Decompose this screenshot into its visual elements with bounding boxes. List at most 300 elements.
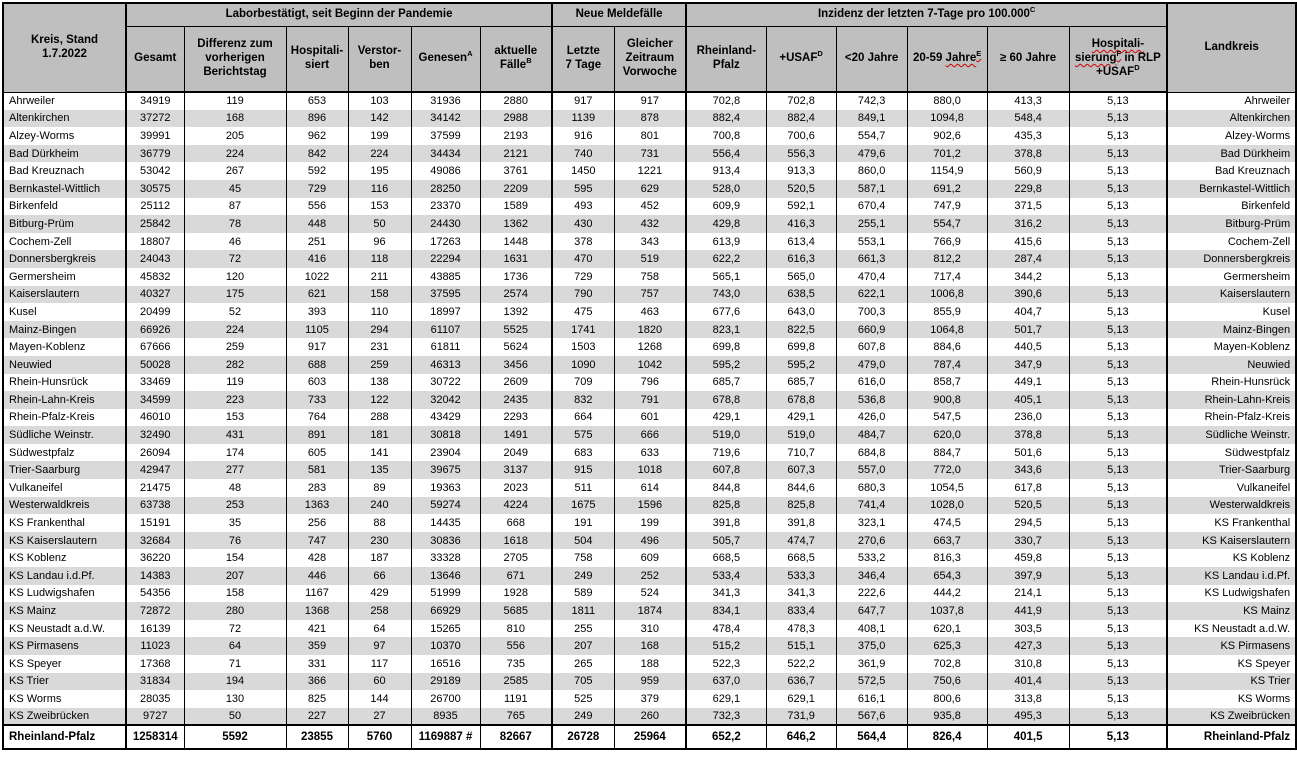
- data-cell: 205: [184, 127, 286, 145]
- data-cell: 118: [348, 250, 411, 268]
- data-cell: 168: [614, 637, 686, 655]
- data-cell: 519,0: [686, 426, 766, 444]
- data-cell: 2609: [480, 374, 552, 392]
- data-cell: 26094: [126, 444, 184, 462]
- data-cell: 520,5: [987, 497, 1069, 515]
- data-cell: 1154,9: [907, 162, 987, 180]
- data-cell: 622,2: [686, 250, 766, 268]
- data-cell: 475: [552, 303, 614, 321]
- data-cell: 496: [614, 532, 686, 550]
- data-cell: 823,1: [686, 321, 766, 339]
- header-group-row: [3, 3, 1296, 26]
- data-cell: 1392: [480, 303, 552, 321]
- data-cell: 587,1: [836, 180, 907, 198]
- data-cell: 416: [286, 250, 348, 268]
- data-cell: 533,4: [686, 567, 766, 585]
- data-cell: 249: [552, 567, 614, 585]
- table-row: [3, 374, 1296, 392]
- data-cell: 25964: [614, 725, 686, 749]
- row-label-landkreis: KS Kaiserslautern: [1167, 532, 1296, 550]
- data-cell: 826,4: [907, 725, 987, 749]
- data-cell: 505,7: [686, 532, 766, 550]
- row-label-landkreis: KS Trier: [1167, 673, 1296, 691]
- row-label-landkreis: KS Zweibrücken: [1167, 708, 1296, 726]
- data-cell: 191: [552, 514, 614, 532]
- data-cell: 259: [348, 356, 411, 374]
- data-cell: 731: [614, 145, 686, 163]
- data-cell: 88: [348, 514, 411, 532]
- data-cell: 884,6: [907, 338, 987, 356]
- data-cell: 2988: [480, 110, 552, 128]
- data-cell: 231: [348, 338, 411, 356]
- data-cell: 310: [614, 620, 686, 638]
- data-cell: 1450: [552, 162, 614, 180]
- data-cell: 259: [184, 338, 286, 356]
- table-row: [3, 620, 1296, 638]
- data-cell: 48: [184, 479, 286, 497]
- data-cell: 647,7: [836, 602, 907, 620]
- data-cell: 63738: [126, 497, 184, 515]
- data-cell: 64: [184, 637, 286, 655]
- data-cell: 652,2: [686, 725, 766, 749]
- data-cell: 636,7: [766, 673, 836, 691]
- data-cell: 361,9: [836, 655, 907, 673]
- table-row: [3, 356, 1296, 374]
- table-row: [3, 602, 1296, 620]
- data-cell: 666: [614, 426, 686, 444]
- data-cell: 19363: [411, 479, 480, 497]
- data-cell: 629,1: [686, 690, 766, 708]
- data-cell: 2121: [480, 145, 552, 163]
- data-cell: 87: [184, 198, 286, 216]
- data-cell: 15191: [126, 514, 184, 532]
- data-cell: 426,0: [836, 409, 907, 427]
- data-cell: 54356: [126, 585, 184, 603]
- data-cell: 1268: [614, 338, 686, 356]
- data-cell: 66: [348, 567, 411, 585]
- data-cell: 678,8: [766, 391, 836, 409]
- data-cell: 1054,5: [907, 479, 987, 497]
- data-cell: 11023: [126, 637, 184, 655]
- data-cell: 310,8: [987, 655, 1069, 673]
- data-cell: 366: [286, 673, 348, 691]
- row-label-kreis: Cochem-Zell: [3, 233, 126, 251]
- table-row: [3, 162, 1296, 180]
- data-cell: 880,0: [907, 92, 987, 110]
- data-cell: 700,3: [836, 303, 907, 321]
- data-cell: 660,9: [836, 321, 907, 339]
- row-label-kreis: Kusel: [3, 303, 126, 321]
- data-cell: 589: [552, 585, 614, 603]
- table-row: [3, 303, 1296, 321]
- data-cell: 2293: [480, 409, 552, 427]
- data-cell: 474,7: [766, 532, 836, 550]
- data-cell: 224: [348, 145, 411, 163]
- data-cell: 430: [552, 215, 614, 233]
- data-cell: 915: [552, 461, 614, 479]
- data-cell: 59274: [411, 497, 480, 515]
- data-cell: 5,13: [1069, 92, 1167, 110]
- data-cell: 470: [552, 250, 614, 268]
- row-label-kreis: Neuwied: [3, 356, 126, 374]
- data-cell: 3761: [480, 162, 552, 180]
- data-cell: 825,8: [766, 497, 836, 515]
- data-cell: 2023: [480, 479, 552, 497]
- data-cell: 459,8: [987, 549, 1069, 567]
- row-label-kreis: KS Trier: [3, 673, 126, 691]
- data-cell: 917: [286, 338, 348, 356]
- data-cell: 743,0: [686, 286, 766, 304]
- data-cell: 408,1: [836, 620, 907, 638]
- data-cell: 625,3: [907, 637, 987, 655]
- data-cell: 765: [480, 708, 552, 726]
- data-cell: 435,3: [987, 127, 1069, 145]
- data-cell: 60: [348, 673, 411, 691]
- data-cell: 194: [184, 673, 286, 691]
- data-cell: 533,2: [836, 549, 907, 567]
- data-cell: 501,7: [987, 321, 1069, 339]
- data-cell: 421: [286, 620, 348, 638]
- table-row: [3, 479, 1296, 497]
- data-cell: 5,13: [1069, 690, 1167, 708]
- data-cell: 556: [286, 198, 348, 216]
- row-label-kreis: Mayen-Koblenz: [3, 338, 126, 356]
- table-row: [3, 637, 1296, 655]
- data-cell: 633: [614, 444, 686, 462]
- data-cell: 1090: [552, 356, 614, 374]
- data-cell: 1221: [614, 162, 686, 180]
- data-cell: 825,8: [686, 497, 766, 515]
- data-cell: 699,8: [766, 338, 836, 356]
- data-cell: 195: [348, 162, 411, 180]
- data-cell: 46: [184, 233, 286, 251]
- data-cell: 766,9: [907, 233, 987, 251]
- data-cell: 18807: [126, 233, 184, 251]
- data-cell: 685,7: [686, 374, 766, 392]
- data-cell: 5,13: [1069, 602, 1167, 620]
- data-cell: 528,0: [686, 180, 766, 198]
- data-cell: 653: [286, 92, 348, 110]
- data-cell: 251: [286, 233, 348, 251]
- table-row: [3, 409, 1296, 427]
- data-cell: 5,13: [1069, 338, 1167, 356]
- data-cell: 663,7: [907, 532, 987, 550]
- data-cell: 896: [286, 110, 348, 128]
- data-cell: 393: [286, 303, 348, 321]
- table-row: [3, 532, 1296, 550]
- data-cell: 520,5: [766, 180, 836, 198]
- data-cell: 661,3: [836, 250, 907, 268]
- data-cell: 14383: [126, 567, 184, 585]
- data-cell: 700,6: [766, 127, 836, 145]
- table-row: [3, 92, 1296, 110]
- data-cell: 78: [184, 215, 286, 233]
- data-cell: 17368: [126, 655, 184, 673]
- row-label-kreis: Trier-Saarburg: [3, 461, 126, 479]
- row-label-landkreis: KS Speyer: [1167, 655, 1296, 673]
- data-cell: 43429: [411, 409, 480, 427]
- data-cell: 401,5: [987, 725, 1069, 749]
- data-cell: 16516: [411, 655, 480, 673]
- data-cell: 548,4: [987, 110, 1069, 128]
- data-cell: 45: [184, 180, 286, 198]
- data-cell: 595,2: [686, 356, 766, 374]
- data-cell: 1167: [286, 585, 348, 603]
- data-cell: 34434: [411, 145, 480, 163]
- data-cell: 316,2: [987, 215, 1069, 233]
- data-cell: 691,2: [907, 180, 987, 198]
- data-cell: 825: [286, 690, 348, 708]
- table-body: [3, 92, 1296, 725]
- data-cell: 5,13: [1069, 198, 1167, 216]
- column-header-gesamt: Gesamt: [126, 26, 184, 92]
- data-cell: 519,0: [766, 426, 836, 444]
- data-cell: 199: [348, 127, 411, 145]
- data-cell: 1820: [614, 321, 686, 339]
- data-cell: 16139: [126, 620, 184, 638]
- data-cell: 882,4: [766, 110, 836, 128]
- row-label-landkreis: Rhein-Lahn-Kreis: [1167, 391, 1296, 409]
- table-row: [3, 690, 1296, 708]
- data-cell: 478,4: [686, 620, 766, 638]
- data-cell: 5,13: [1069, 409, 1167, 427]
- data-cell: 452: [614, 198, 686, 216]
- data-cell: 52: [184, 303, 286, 321]
- data-cell: 61811: [411, 338, 480, 356]
- data-cell: 735: [480, 655, 552, 673]
- data-cell: 688: [286, 356, 348, 374]
- data-cell: 5,13: [1069, 655, 1167, 673]
- table-row: [3, 673, 1296, 691]
- data-cell: 629: [614, 180, 686, 198]
- table-row: [3, 585, 1296, 603]
- data-cell: 1094,8: [907, 110, 987, 128]
- data-cell: 5,13: [1069, 321, 1167, 339]
- data-cell: 5624: [480, 338, 552, 356]
- data-cell: 616,0: [836, 374, 907, 392]
- data-cell: 23904: [411, 444, 480, 462]
- data-cell: 441,9: [987, 602, 1069, 620]
- data-cell: 557,0: [836, 461, 907, 479]
- data-cell: 860,0: [836, 162, 907, 180]
- data-cell: 181: [348, 426, 411, 444]
- data-cell: 313,8: [987, 690, 1069, 708]
- data-cell: 227: [286, 708, 348, 726]
- data-cell: 214,1: [987, 585, 1069, 603]
- data-cell: 37272: [126, 110, 184, 128]
- table-row: [3, 127, 1296, 145]
- data-cell: 5,13: [1069, 725, 1167, 749]
- data-cell: 138: [348, 374, 411, 392]
- data-cell: 622,1: [836, 286, 907, 304]
- data-cell: 2574: [480, 286, 552, 304]
- data-cell: 260: [614, 708, 686, 726]
- data-cell: 916: [552, 127, 614, 145]
- data-cell: 900,8: [907, 391, 987, 409]
- data-cell: 484,7: [836, 426, 907, 444]
- group-header-neue-meldefaelle: Neue Meldefälle: [552, 3, 686, 26]
- row-label-kreis: Donnersbergkreis: [3, 250, 126, 268]
- row-label-landkreis: KS Koblenz: [1167, 549, 1296, 567]
- data-cell: 341,3: [686, 585, 766, 603]
- data-cell: 1169887 #: [411, 725, 480, 749]
- data-cell: 5,13: [1069, 461, 1167, 479]
- row-label-landkreis: Alzey-Worms: [1167, 127, 1296, 145]
- data-cell: 32042: [411, 391, 480, 409]
- data-cell: 5,13: [1069, 180, 1167, 198]
- data-cell: 701,2: [907, 145, 987, 163]
- data-cell: 36220: [126, 549, 184, 567]
- data-cell: 1258314: [126, 725, 184, 749]
- data-cell: 493: [552, 198, 614, 216]
- data-cell: 174: [184, 444, 286, 462]
- data-cell: 5,13: [1069, 497, 1167, 515]
- row-label-landkreis: Kaiserslautern: [1167, 286, 1296, 304]
- data-cell: 822,5: [766, 321, 836, 339]
- data-cell: 1631: [480, 250, 552, 268]
- data-cell: 609,9: [686, 198, 766, 216]
- data-cell: 236,0: [987, 409, 1069, 427]
- data-cell: 664: [552, 409, 614, 427]
- data-cell: 790: [552, 286, 614, 304]
- data-cell: 37599: [411, 127, 480, 145]
- data-cell: 5,13: [1069, 374, 1167, 392]
- data-cell: 902,6: [907, 127, 987, 145]
- column-header-vorwoche: Gleicher Zeitraum Vorwoche: [614, 26, 686, 92]
- row-label-landkreis: Rheinland-Pfalz: [1167, 725, 1296, 749]
- row-label-kreis: KS Frankenthal: [3, 514, 126, 532]
- row-label-landkreis: Kusel: [1167, 303, 1296, 321]
- row-label-landkreis: Vulkaneifel: [1167, 479, 1296, 497]
- data-cell: 9727: [126, 708, 184, 726]
- column-header-verstorben: Verstor- ben: [348, 26, 411, 92]
- data-cell: 258: [348, 602, 411, 620]
- data-cell: 504: [552, 532, 614, 550]
- data-cell: 2705: [480, 549, 552, 567]
- row-label-landkreis: Bad Kreuznach: [1167, 162, 1296, 180]
- column-header-usaf: $+USAF^D$: [766, 26, 836, 92]
- data-cell: 705: [552, 673, 614, 691]
- data-cell: 810: [480, 620, 552, 638]
- column-header-aktuelle-faelle: aktuelle Fälle$^B$: [480, 26, 552, 92]
- data-cell: 119: [184, 92, 286, 110]
- data-cell: 816,3: [907, 549, 987, 567]
- data-cell: 595,2: [766, 356, 836, 374]
- row-label-landkreis: Ahrweiler: [1167, 92, 1296, 110]
- data-cell: 141: [348, 444, 411, 462]
- data-cell: 575: [552, 426, 614, 444]
- data-cell: 935,8: [907, 708, 987, 726]
- data-cell: 5,13: [1069, 250, 1167, 268]
- row-label-kreis: KS Koblenz: [3, 549, 126, 567]
- column-header-20-59-jahre: 20-59 Jahre$^E$: [907, 26, 987, 92]
- data-cell: 553,1: [836, 233, 907, 251]
- data-cell: 13646: [411, 567, 480, 585]
- data-cell: 742,3: [836, 92, 907, 110]
- data-cell: 211: [348, 268, 411, 286]
- data-cell: 72: [184, 250, 286, 268]
- data-cell: 959: [614, 673, 686, 691]
- data-cell: 158: [184, 585, 286, 603]
- data-cell: 119: [184, 374, 286, 392]
- data-cell: 1363: [286, 497, 348, 515]
- row-label-landkreis: KS Landau i.d.Pf.: [1167, 567, 1296, 585]
- data-cell: 35: [184, 514, 286, 532]
- data-cell: 29189: [411, 673, 480, 691]
- table-row: [3, 198, 1296, 216]
- data-cell: 2209: [480, 180, 552, 198]
- data-cell: 154: [184, 549, 286, 567]
- data-cell: 446: [286, 567, 348, 585]
- row-label-landkreis: Bernkastel-Wittlich: [1167, 180, 1296, 198]
- data-cell: 617,8: [987, 479, 1069, 497]
- data-cell: 5,13: [1069, 145, 1167, 163]
- row-label-landkreis: Rhein-Pfalz-Kreis: [1167, 409, 1296, 427]
- data-cell: 801: [614, 127, 686, 145]
- data-cell: 684,8: [836, 444, 907, 462]
- data-cell: 1596: [614, 497, 686, 515]
- data-cell: 592: [286, 162, 348, 180]
- data-cell: 616,1: [836, 690, 907, 708]
- data-cell: 427,3: [987, 637, 1069, 655]
- data-cell: 565,0: [766, 268, 836, 286]
- data-cell: 30575: [126, 180, 184, 198]
- data-cell: 747,9: [907, 198, 987, 216]
- data-cell: 1042: [614, 356, 686, 374]
- data-cell: 45832: [126, 268, 184, 286]
- data-cell: 5,13: [1069, 162, 1167, 180]
- data-cell: 1105: [286, 321, 348, 339]
- data-cell: 429,8: [686, 215, 766, 233]
- data-cell: 729: [552, 268, 614, 286]
- data-cell: 23855: [286, 725, 348, 749]
- row-label-kreis: Rheinland-Pfalz: [3, 725, 126, 749]
- data-cell: 8935: [411, 708, 480, 726]
- data-cell: 463: [614, 303, 686, 321]
- data-cell: 616,3: [766, 250, 836, 268]
- data-cell: 3456: [480, 356, 552, 374]
- group-header-laborbestaetigt: Laborbestätigt, seit Beginn der Pandemie: [126, 3, 552, 26]
- data-cell: 572,5: [836, 673, 907, 691]
- data-cell: 709: [552, 374, 614, 392]
- data-cell: 390,6: [987, 286, 1069, 304]
- table-row: [3, 549, 1296, 567]
- data-cell: 15265: [411, 620, 480, 638]
- row-label-kreis: Altenkirchen: [3, 110, 126, 128]
- data-cell: 378,8: [987, 426, 1069, 444]
- data-cell: 36779: [126, 145, 184, 163]
- data-cell: 5,13: [1069, 356, 1167, 374]
- data-cell: 49086: [411, 162, 480, 180]
- row-label-landkreis: Bitburg-Prüm: [1167, 215, 1296, 233]
- data-cell: 567,6: [836, 708, 907, 726]
- data-cell: 405,1: [987, 391, 1069, 409]
- data-cell: 620,1: [907, 620, 987, 638]
- data-cell: 34142: [411, 110, 480, 128]
- data-cell: 432: [614, 215, 686, 233]
- data-cell: 511: [552, 479, 614, 497]
- data-cell: 401,4: [987, 673, 1069, 691]
- data-cell: 5,13: [1069, 268, 1167, 286]
- table-header: [3, 3, 1296, 92]
- data-cell: 3137: [480, 461, 552, 479]
- data-cell: 680,3: [836, 479, 907, 497]
- data-cell: 287,4: [987, 250, 1069, 268]
- data-cell: 842: [286, 145, 348, 163]
- data-cell: 50: [184, 708, 286, 726]
- data-cell: 26700: [411, 690, 480, 708]
- data-cell: 5,13: [1069, 549, 1167, 567]
